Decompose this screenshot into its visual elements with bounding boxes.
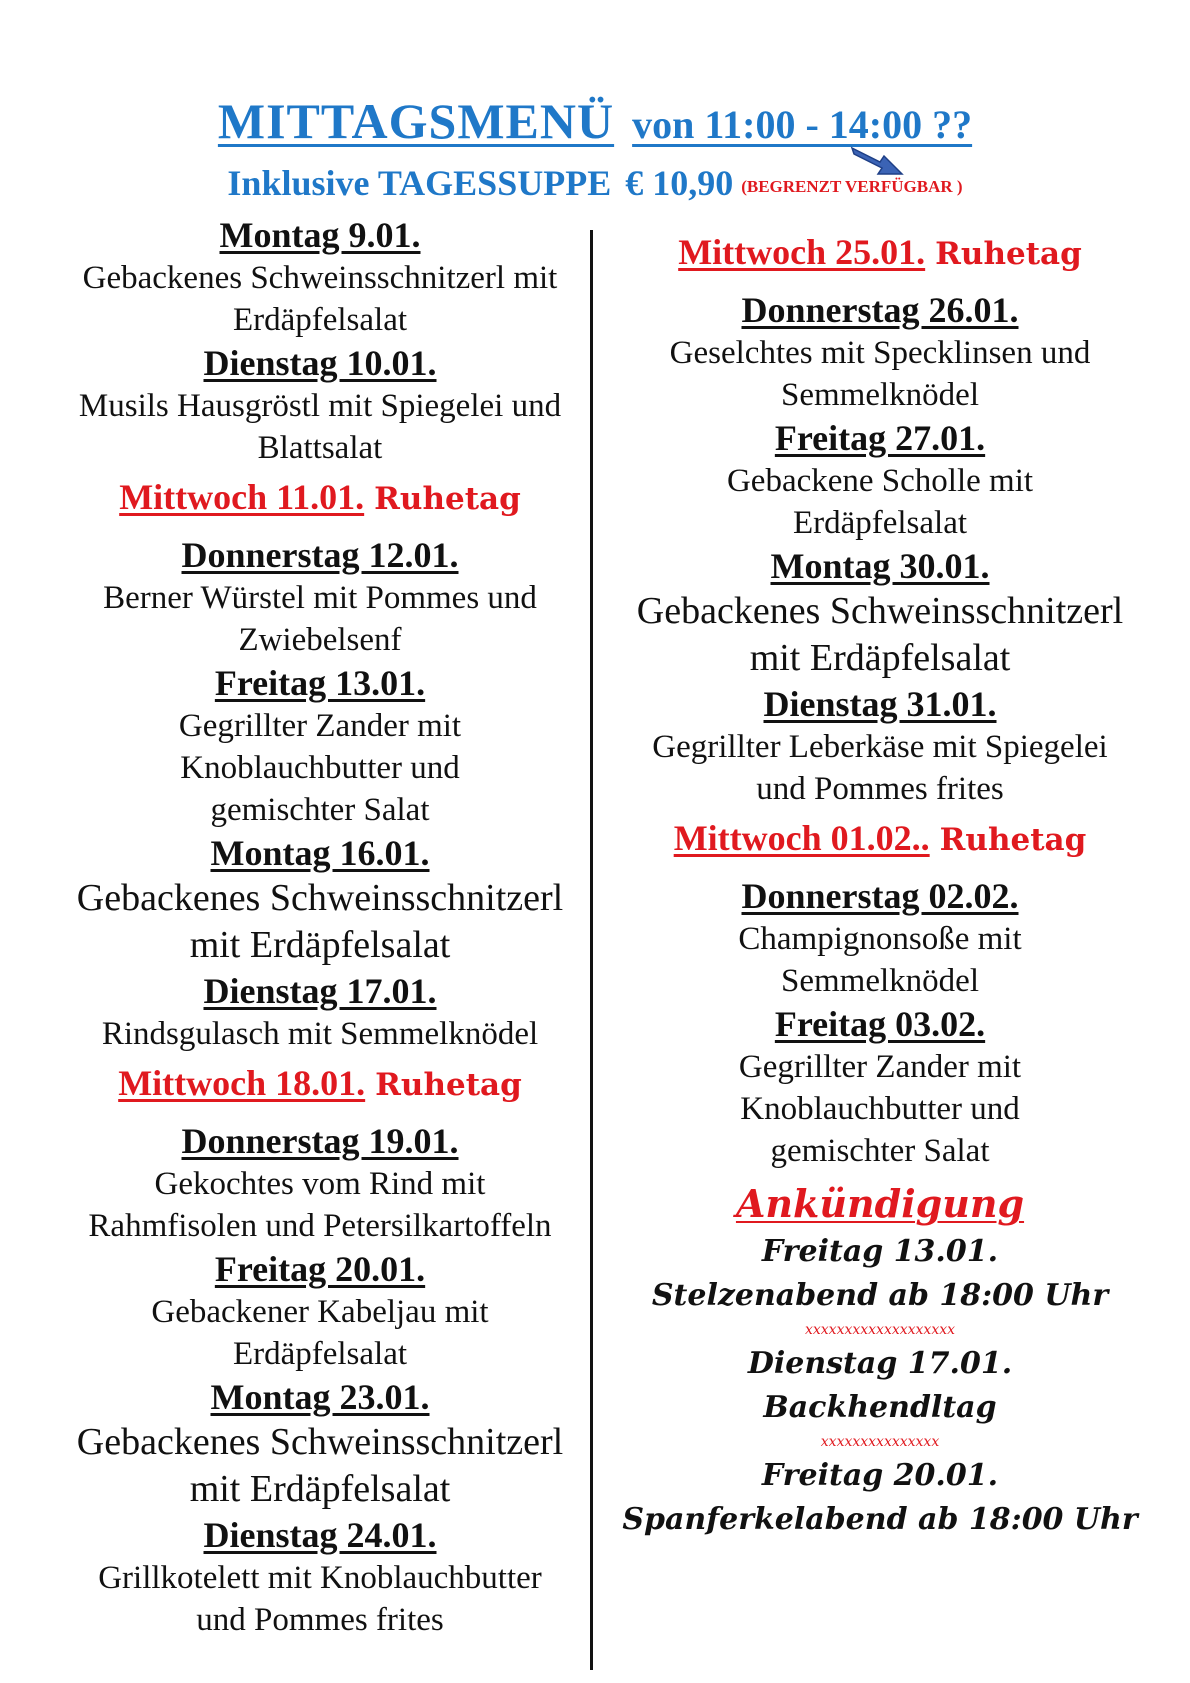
menu-entry — [610, 224, 1150, 288]
announcement-line: Freitag 13.01. — [761, 1234, 999, 1269]
menu-dish: Rindsgulasch mit Semmelknödel — [101, 1016, 539, 1052]
menu-dish: Gebackenes Schweinsschnitzerl — [76, 877, 564, 919]
menu-entry — [50, 1375, 590, 1513]
menu-entry — [50, 469, 590, 533]
menu-day: Montag 30.01. — [770, 546, 990, 586]
announcement-title: Ankündigung — [735, 1181, 1025, 1226]
menu-entry — [610, 416, 1150, 544]
announcement-line: Dienstag 17.01. — [747, 1346, 1013, 1381]
menu-day: Donnerstag 19.01. — [181, 1121, 459, 1161]
rest-day-label: Ruhetag — [939, 822, 1087, 858]
rest-day-line — [610, 810, 1150, 874]
menu-dish: Gebackenes Schweinsschnitzerl mit — [82, 260, 558, 296]
menu-entry — [50, 661, 590, 831]
menu-dish: Blattsalat — [257, 430, 383, 466]
menu-day: Dienstag 31.01. — [763, 684, 997, 724]
rest-day-line — [50, 469, 590, 533]
menu-day: Donnerstag 26.01. — [741, 290, 1019, 330]
menu-day: Freitag 03.02. — [774, 1004, 986, 1044]
menu-dish: Gebackene Scholle mit — [726, 463, 1034, 499]
rest-day-date: Mittwoch 25.01. — [678, 232, 926, 272]
menu-dish: Gegrillter Leberkäse mit Spiegelei — [652, 729, 1108, 765]
menu-dish: Semmelknödel — [781, 963, 979, 999]
announcement — [610, 1178, 1150, 1542]
menu-dish: und Pommes frites — [756, 771, 1004, 807]
rest-day-line — [610, 224, 1150, 288]
menu-dish: Gebackenes Schweinsschnitzerl — [636, 590, 1124, 632]
rest-day-line — [50, 1055, 590, 1119]
right-days — [610, 224, 1150, 1172]
menu-dish: Berner Würstel mit Pommes und — [103, 580, 537, 616]
menu-dish: Rahmfisolen und Petersilkartoffeln — [88, 1208, 552, 1244]
menu-dish: Champignonsoße mit — [738, 921, 1022, 957]
price: € 10,90 — [625, 163, 734, 203]
menu-dish: Grillkotelett mit Knoblauchbutter — [98, 1560, 542, 1596]
rest-day-date: Mittwoch 11.01. — [119, 477, 365, 517]
menu-entry — [50, 533, 590, 661]
menu-day: Freitag 20.01. — [214, 1249, 426, 1289]
menu-dish: Gegrillter Zander mit — [738, 1049, 1022, 1085]
title-text: MITTAGSMENÜ — [217, 93, 615, 149]
menu-dish: mit Erdäpfelsalat — [749, 637, 1011, 679]
menu-dish: Zwiebelsenf — [238, 622, 402, 658]
menu-entry — [50, 1119, 590, 1247]
menu-dish: Gegrillter Zander mit — [178, 708, 462, 744]
menu-day: Donnerstag 12.01. — [181, 535, 459, 575]
menu-entry — [50, 213, 590, 341]
left-column — [50, 213, 590, 1641]
menu-entry — [610, 1002, 1150, 1172]
announcement-line: Freitag 20.01. — [761, 1458, 999, 1493]
menu-day: Freitag 13.01. — [214, 663, 426, 703]
menu-dish: Knoblauchbutter und — [180, 750, 460, 786]
announcement-items — [610, 1230, 1150, 1542]
column-divider — [590, 230, 593, 1670]
menu-entry — [610, 810, 1150, 874]
separator-line: xxxxxxxxxxxxxxxxxxx — [804, 1322, 955, 1338]
menu-dish: Erdäpfelsalat — [232, 302, 408, 338]
menu-day: Freitag 27.01. — [774, 418, 986, 458]
menu-day: Montag 16.01. — [210, 833, 430, 873]
menu-entry — [610, 288, 1150, 416]
announcement-line: Spanferkelabend ab 18:00 Uhr — [622, 1502, 1138, 1537]
menu-dish: und Pommes frites — [196, 1602, 444, 1638]
menu-entry — [610, 682, 1150, 810]
menu-entry — [50, 969, 590, 1055]
announcement-line: Stelzenabend ab 18:00 Uhr — [651, 1278, 1109, 1313]
rest-day-label: Ruhetag — [374, 481, 521, 517]
menu-entry — [50, 1247, 590, 1375]
menu-entry — [50, 831, 590, 969]
announcement-line: Backhendltag — [763, 1390, 997, 1425]
rest-day-label: Ruhetag — [375, 1067, 522, 1103]
opening-hours: von 11:00 - 14:00 ?? — [632, 102, 973, 147]
menu-day: Montag 9.01. — [219, 215, 421, 255]
rest-day-label: Ruhetag — [935, 236, 1082, 272]
menu-entry — [50, 1055, 590, 1119]
menu-dish: mit Erdäpfelsalat — [189, 1468, 451, 1510]
menu-entry — [610, 544, 1150, 682]
right-column — [610, 224, 1150, 1542]
menu-day: Montag 23.01. — [210, 1377, 430, 1417]
menu-entry — [50, 341, 590, 469]
menu-day: Dienstag 17.01. — [203, 971, 437, 1011]
menu-dish: Musils Hausgröstl mit Spiegelei und — [78, 388, 562, 424]
menu-entry — [610, 874, 1150, 1002]
menu-dish: gemischter Salat — [210, 792, 430, 828]
menu-day: Dienstag 24.01. — [203, 1515, 437, 1555]
menu-dish: Erdäpfelsalat — [232, 1336, 408, 1372]
soup-line — [0, 165, 1190, 201]
menu-dish: Gekochtes vom Rind mit — [154, 1166, 486, 1202]
soup-label: Inklusive TAGESSUPPE — [227, 163, 612, 203]
menu-entry — [50, 1513, 590, 1641]
rest-day-date: Mittwoch 18.01. — [118, 1063, 366, 1103]
menu-dish: mit Erdäpfelsalat — [189, 924, 451, 966]
separator-line: xxxxxxxxxxxxxxx — [820, 1434, 940, 1450]
menu-dish: Geselchtes mit Specklinsen und — [669, 335, 1091, 371]
menu-dish: gemischter Salat — [770, 1133, 990, 1169]
menu-dish: Gebackener Kabeljau mit — [151, 1294, 489, 1330]
menu-day: Donnerstag 02.02. — [741, 876, 1019, 916]
page-title — [0, 93, 1190, 149]
menu-dish: Knoblauchbutter und — [740, 1091, 1020, 1127]
rest-day-date: Mittwoch 01.02.. — [673, 818, 930, 858]
menu-dish: Erdäpfelsalat — [792, 505, 968, 541]
menu-day: Dienstag 10.01. — [203, 343, 437, 383]
menu-dish: Gebackenes Schweinsschnitzerl — [76, 1421, 564, 1463]
availability-note: (BEGRENZT VERFÜGBAR ) — [741, 177, 963, 197]
menu-dish: Semmelknödel — [781, 377, 979, 413]
